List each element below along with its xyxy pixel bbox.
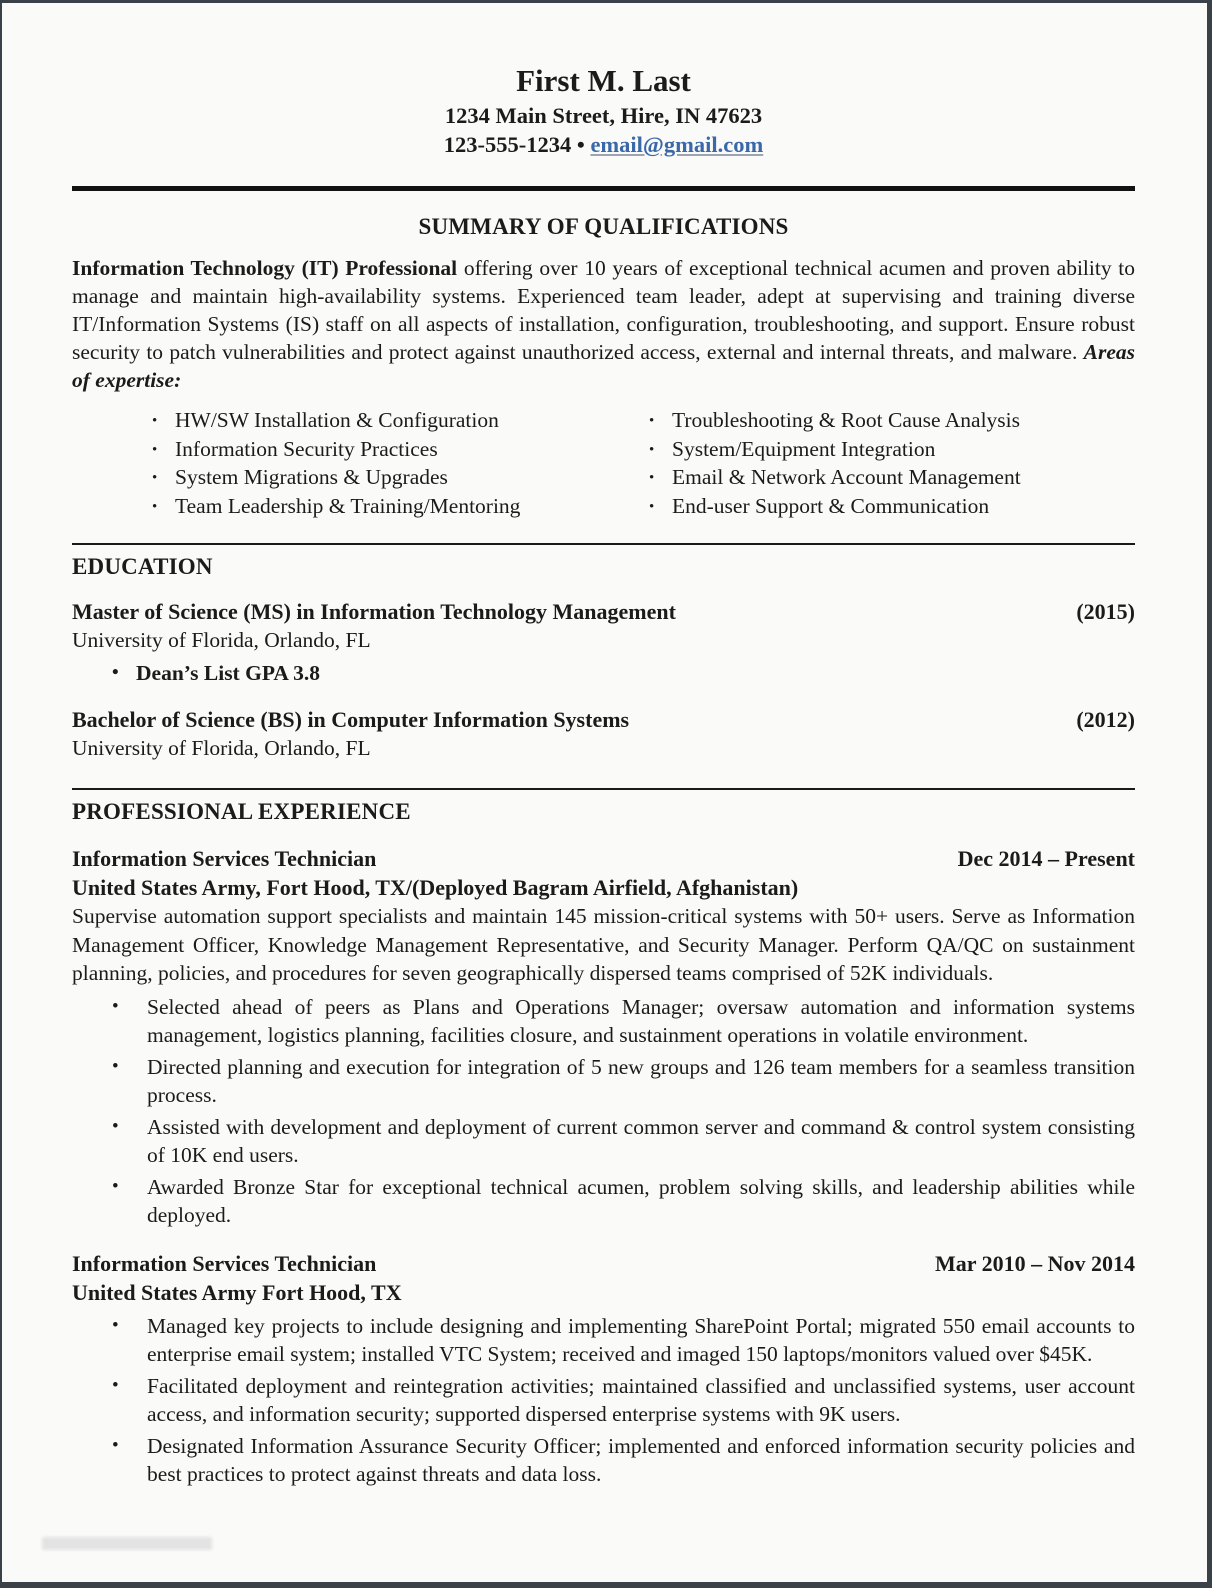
job-dates: Mar 2010 – Nov 2014 <box>934 1250 1135 1276</box>
job-description: Supervise automation support specialists and maintain 145 mission-critical systems with 50+ users. Serve as Information Management Officer, Knowledge Management Representative, and Security Manager. Perform QA/QC on sustainment planning, policies, and procedures for seven geographically dispersed teams comprised of 52K individuals. <box>72 904 1135 985</box>
summary-paragraph <box>72 254 1135 394</box>
education-entries <box>72 597 1135 763</box>
degree-title: Bachelor of Science (BS) in Computer Information Systems <box>72 707 630 732</box>
list-item: • System/Equipment Integration <box>647 435 1135 464</box>
job-organization: United States Army Fort Hood, TX <box>72 1279 402 1305</box>
list-item: • Troubleshooting & Root Cause Analysis <box>647 406 1135 435</box>
email-link[interactable]: email@gmail.com <box>590 132 764 157</box>
list-item: • Directed planning and execution for integration of 5 new groups and 126 team members for a seamless transition process. <box>112 1053 1135 1110</box>
school-name: University of Florida, Orlando, FL <box>72 628 371 652</box>
list-item: • Assisted with development and deployment of current common server and command & control system consisting of 10K end users. <box>112 1113 1135 1170</box>
summary-heading: SUMMARY OF QUALIFICATIONS <box>418 214 789 239</box>
list-item: • Awarded Bronze Star for exceptional technical acumen, problem solving skills, and leadership abilities while deployed. <box>112 1173 1135 1230</box>
education-heading: EDUCATION <box>72 554 213 579</box>
list-item: • Facilitated deployment and reintegration activities; maintained classified and unclassified systems, user account access, and information security; supported dispersed enterprise systems with 9K users. <box>112 1372 1135 1429</box>
list-item: • HW/SW Installation & Configuration <box>150 406 647 435</box>
list-item: • Designated Information Assurance Security Officer; implemented and enforced information security policies and best practices to protect against threats and data loss. <box>112 1432 1135 1489</box>
job-entry <box>72 844 1135 1230</box>
experience-divider <box>72 788 1135 790</box>
summary-body: offering over 10 years of exceptional technical acumen and proven ability to manage and maintain high-availability systems. Experienced team leader, adept at supervising and training diverse IT/Information Systems (IS) staff on all aspects of installation, configuration, troubleshooting, and support. Ensure robust security to patch vulnerabilities and protect against unauthorized access, external and internal threats, and malware. <box>72 256 1135 364</box>
header-divider <box>72 186 1135 191</box>
education-bullet-list <box>112 658 1135 688</box>
degree-title: Master of Science (MS) in Information Technology Management <box>72 599 676 624</box>
education-divider <box>72 543 1135 545</box>
phone-email-line <box>72 130 1135 159</box>
job-bullet-list <box>112 993 1135 1230</box>
address-line: 1234 Main Street, Hire, IN 47623 <box>444 103 763 128</box>
job-dates: Dec 2014 – Present <box>957 846 1135 871</box>
watermark <box>42 1537 212 1550</box>
list-item: • Dean’s List GPA 3.8 <box>112 658 1135 688</box>
list-item: • Team Leadership & Training/Mentoring <box>150 492 647 521</box>
list-item: • Selected ahead of peers as Plans and Operations Manager; oversaw automation and information systems management, logistics planning, facilities closure, and sustainment operations in volatile environment. <box>112 993 1135 1050</box>
phone-number: 123-555-1234 <box>443 132 572 157</box>
experience-heading: PROFESSIONAL EXPERIENCE <box>72 799 411 824</box>
bullet-separator: • <box>576 132 585 157</box>
job-bullet-list <box>112 1312 1135 1489</box>
list-item: • End-user Support & Communication <box>647 492 1135 521</box>
job-organization: United States Army, Fort Hood, TX/(Deployed Bagram Airfield, Afghanistan) <box>72 875 799 900</box>
summary-lead: Information Technology (IT) Professional <box>72 256 458 280</box>
list-item: • Information Security Practices <box>150 435 647 464</box>
job-title: Information Services Technician <box>72 846 377 871</box>
areas-of-expertise-label: Areas of expertise: <box>72 340 1135 392</box>
job-entry <box>72 1249 1135 1489</box>
list-item: • Managed key projects to include designing and implementing SharePoint Portal; migrated 550 email accounts to enterprise email system; installed VTC System; received and imaged 150 laptops/monitors valued over $45K. <box>112 1312 1135 1369</box>
job-title: Information Services Technician <box>72 1250 377 1276</box>
school-name: University of Florida, Orlando, FL <box>72 736 371 760</box>
education-entry <box>72 705 1135 763</box>
expertise-column-right <box>647 406 1135 520</box>
candidate-name: First M. Last <box>516 63 691 98</box>
degree-year: (2015) <box>1076 599 1135 624</box>
list-item: • System Migrations & Upgrades <box>150 463 647 492</box>
list-item: • Email & Network Account Management <box>647 463 1135 492</box>
expertise-column-left <box>150 406 647 520</box>
job-entries <box>72 844 1135 1489</box>
education-entry <box>72 597 1135 688</box>
degree-year: (2012) <box>1076 707 1135 732</box>
expertise-list <box>150 406 1135 520</box>
